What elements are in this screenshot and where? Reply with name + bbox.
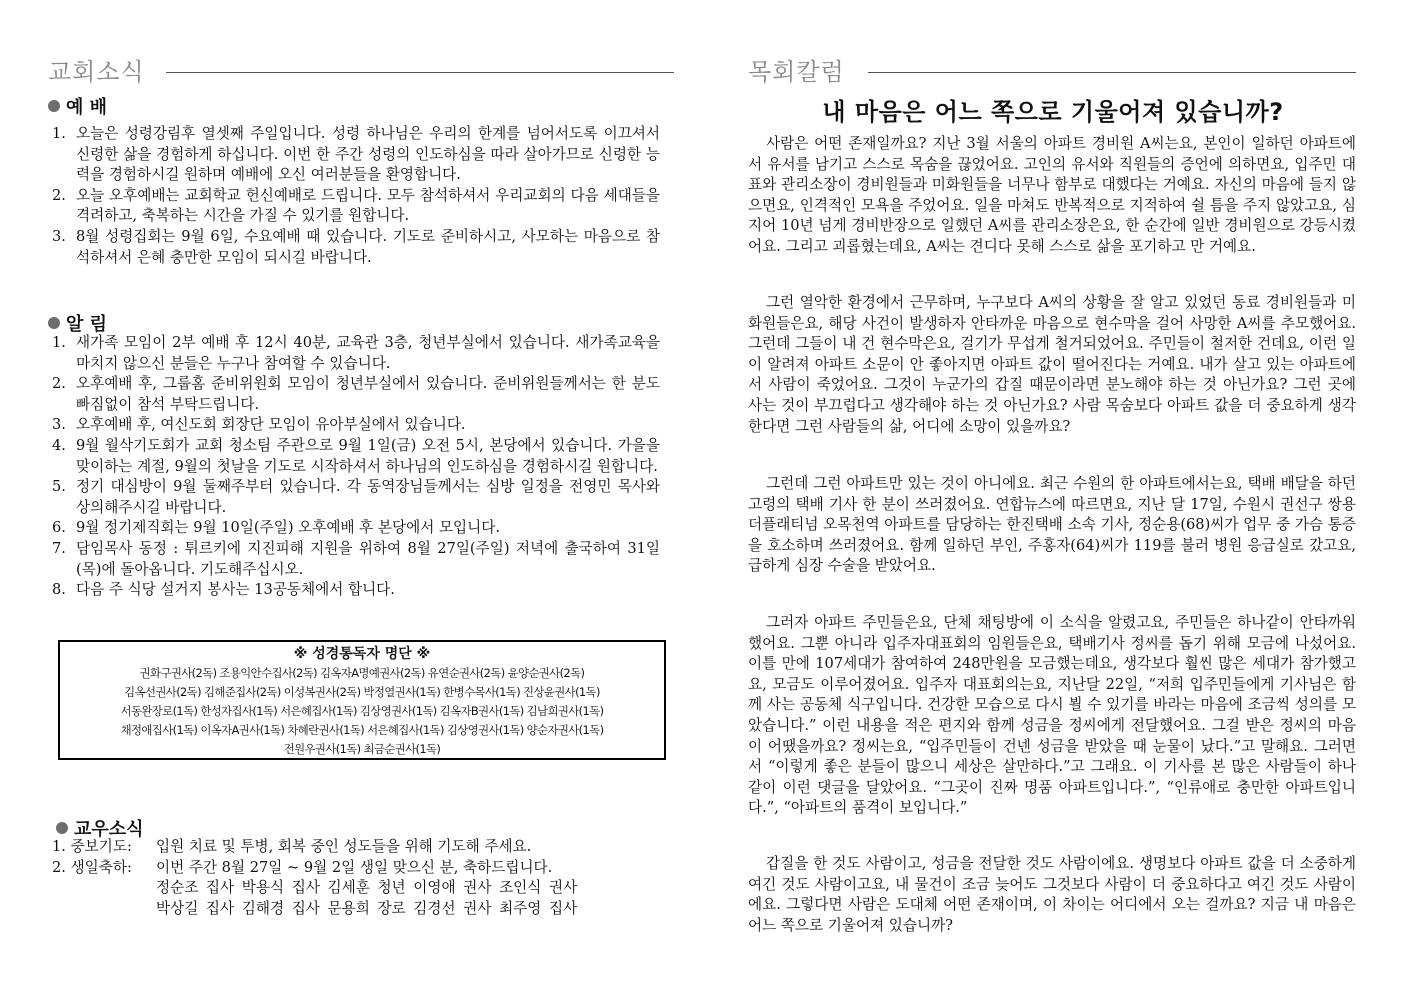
item-text: 오늘 오후예배는 교회학교 헌신예배로 드립니다. 모두 참석하셔서 우리교회의 다음 세대들을 격려하고, 축복하는 시간을 가질 수 있기를 원합니다. — [76, 186, 660, 225]
bible-readers-box — [58, 640, 666, 760]
bible-readers-line: 서동완장로(1독) 한성자집사(1독) 서은혜집사(1독) 김상영권사(1독) 김옥자B권사(1독) 김남희권사(1독) — [120, 704, 604, 718]
bible-readers-title: ※ 성경통독자 명단 ※ — [293, 646, 431, 662]
notices-list — [48, 333, 660, 601]
list-item — [48, 580, 660, 601]
section-divider — [166, 72, 674, 73]
worship-heading — [48, 93, 107, 119]
notices-heading-label: 알 림 — [66, 314, 108, 335]
bible-readers-line: 전원우권사(1독) 최금순권사(1독) — [283, 742, 441, 756]
bullet-icon — [48, 317, 60, 329]
item-number: 1. — [52, 334, 66, 351]
list-item — [48, 124, 660, 186]
news-row — [52, 837, 577, 858]
worship-heading-label: 예 배 — [66, 97, 108, 118]
item-text: 다음 주 식당 설거지 봉사는 13공동체에서 합니다. — [76, 581, 395, 599]
section-header-pastor-column — [748, 52, 1360, 86]
item-number: 3. — [52, 416, 66, 434]
item-text: 새가족 모임이 2부 예배 후 12시 40분, 교육관 3층, 청년부실에서 있습니다. 새가족교육을 마치지 않으신 분들은 누구나 참여할 수 있습니다. — [76, 334, 660, 372]
section-header-church-news — [48, 52, 688, 86]
list-item — [48, 518, 660, 539]
news-text: 이번 주간 8월 27일 ~ 9월 2일 생일 맞으신 분, 축하드립니다. — [156, 858, 553, 876]
item-number: 6. — [52, 519, 66, 537]
list-item — [48, 539, 660, 580]
item-number: 1. — [52, 125, 66, 142]
bullet-icon — [48, 100, 60, 112]
column-paragraph: 사람은 어떤 존재일까요? 지난 3월 서울의 아파트 경비원 A씨는요, 본인이 일하던 아파트에서 유서를 남기고 스스로 목숨을 끊었어요. 고인의 유서와 직원들의 증언에 의하면요, 입주민 대표와 관리소장이 경비원들과 미화원들을 너무나 함부로 대했다는 거예요. 자신의 마음에 들지 않으면요, 인격적인 모욕을 주었어요. 일을 마쳐도 반복적으로 지적하여 쉴 틈을 주지 않았고요, 심지어 10년 넘게 경비반장으로 일했던 A씨를 관리소장은요, 한 순간에 일반 경비원으로 강등시켰어요. 그리고 괴롭혔는데요, A씨는 견디다 못해 스스로 삶을 포기하고 만 거예요. — [748, 135, 1356, 255]
bible-readers-line: 김옥선권사(2독) 김해준집사(2독) 이성복권사(2독) 박정열권사(1독) 한병수목사(1독) 진상윤권사(1독) — [124, 685, 600, 699]
column-paragraph: 그런데 그런 아파트만 있는 것이 아니에요. 최근 수원의 한 아파트에서는요, 택배 배달을 하던 고령의 택배 기사 한 분이 쓰러졌어요. 연합뉴스에 따르면요, 지난 달 17일, 수원시 권선구 쌍용 더플래티넘 오목천역 아파트를 담당하는 한진택배 소속 기사, 정순용(68)씨가 업무 중 가슴 통증을 호소하며 쓰러졌어요. 함께 일하던 부인, 주홍자(64)씨가 119를 불러 병원 응급실로 갔고요, 급하게 심장 수술을 받았어요. — [748, 475, 1356, 575]
bullet-icon — [56, 822, 68, 834]
list-item — [48, 477, 660, 518]
birthday-names: 박상길 집사 김해경 집사 문용희 장로 김경선 권사 최주영 집사 — [156, 899, 578, 917]
section-divider — [868, 72, 1356, 73]
item-text: 8월 성령집회는 9월 6일, 수요예배 때 있습니다. 기도로 준비하시고, 사모하는 마음으로 참석하셔서 은혜 충만한 모임이 되시길 바랍니다. — [76, 227, 660, 266]
news-label: 2. 생일축하: — [52, 858, 132, 876]
bible-readers-line: 권화구권사(2독) 조용익안수집사(2독) 김옥자A명예권사(2독) 유연순권사(2독) 윤양순권사(2독) — [139, 666, 585, 680]
news-row — [52, 858, 577, 879]
birthday-names: 정순조 집사 박용식 집사 김세훈 청년 이영애 권사 조인식 권사 — [156, 879, 578, 897]
member-news-heading-label: 교우소식 — [74, 819, 144, 840]
item-text: 오후예배 후, 여신도회 회장단 모임이 유아부실에서 있습니다. — [76, 416, 466, 434]
item-number: 3. — [52, 227, 66, 245]
item-number: 7. — [52, 539, 66, 557]
section-title: 목회칼럼 — [748, 58, 845, 86]
column-paragraph: 그러자 아파트 주민들은요, 단체 채팅방에 이 소식을 알렸고요, 주민들은 하나같이 안타까워했어요. 그뿐 아니라 입주자대표회의 임원들은요, 택배기사 정씨를 돕기 위해 모금에 나섰어요. 이틀 만에 107세대가 참여하여 248만원을 모금했는데요, 생각보다 훨씬 많은 세대가 참가했고요, 모금도 이루어졌어요. 입주자 대표회의는요, 지난달 22일, “저희 입주민들에게 기사님은 함께 사는 공동체 식구입니다. 건강한 모습으로 다시 뵐 수 있기를 바라는 마음에 조금씩 성의를 모았습니다.” 이런 내용을 적은 편지와 함께 성금을 정씨에게 전달했어요. 그걸 받은 정씨의 마음이 어땠을까요? 정씨는요, “입주민들이 건넨 성금을 받았을 때 눈물이 났다.”고 말해요. 그러면서 “이렇게 좋은 분들이 많으니 세상은 살만하다.”고 그래요. 이 기사를 본 많은 사람들이 하나 같이 이런 댓글을 달았어요. “그곳이 진짜 명품 아파트입니다.”, “인류애로 충만한 아파트입니다.”, “아파트의 품격이 보입니다.” — [748, 614, 1356, 817]
item-text: 오후예배 후, 그룹홈 준비위원회 모임이 청년부실에서 있습니다. 준비위원들께서는 한 분도 빠짐없이 참석 부탁드립니다. — [76, 375, 660, 413]
list-item — [48, 374, 660, 415]
news-text: 입원 치료 및 투병, 회복 중인 성도들을 위해 기도해 주세요. — [156, 838, 532, 855]
item-text: 오늘은 성령강림후 열셋째 주일입니다. 성령 하나님은 우리의 한계를 넘어서도록 이끄셔서 신령한 삶을 경험하게 하십니다. 이번 한 주간 성령의 인도하심을 따라 살아가므로 신령한 능력을 경험하시길 원하며 예배에 오신 여러분들을 환영합니다. — [76, 125, 660, 184]
column-headline: 내 마음은 어느 쪽으로 기울어져 있습니까? — [822, 98, 1284, 126]
item-number: 8. — [52, 581, 66, 599]
column-paragraph: 갑질을 한 것도 사람이고, 성금을 전달한 것도 사람이에요. 생명보다 아파트 값을 더 소중하게 여긴 것도 사람이고요, 내 물건이 조금 늦어도 그것보다 사람이 더 중요하다고 여긴 것도 사람이에요. 그렇다면 사람은 도대체 어떤 존재이며, 이 차이는 어디에서 오는 걸까요? 지금 내 마음은 어느 쪽으로 기울어져 있습니까? — [748, 855, 1356, 934]
bible-readers-line: 채정애집사(1독) 이옥자A권사(1독) 차혜란권사(1독) 서은혜집사(1독) 김상영권사(1독) 양순자권사(1독) — [120, 723, 604, 737]
list-item — [48, 436, 660, 477]
list-item — [48, 227, 660, 268]
column-paragraph: 그런 열악한 환경에서 근무하며, 누구보다 A씨의 상황을 잘 알고 있었던 동료 경비원들과 미화원들은요, 해당 사건이 발생하자 안타까운 마음으로 현수막을 걸어 사망한 A씨를 추모했어요. 그런데 그들이 내 건 현수막은요, 걸기가 무섭게 철거되었어요. 주민들이 철저한 건데요, 이런 일이 알려져 아파트 소문이 안 좋아지면 아파트 값이 떨어진다는 거예요. 내가 살고 있는 아파트에서 사람이 죽었어요. 그것이 누군가의 갑질 때문이라면 분노해야 하는 것 아닌가요? 그런 곳에 사는 것이 부끄럽다고 생각해야 하는 것 아닌가요? 사람 목숨보다 아파트 값을 더 중요하게 생각한다면 그런 사람들의 삶, 어디에 소망이 있을까요? — [748, 294, 1356, 435]
item-number: 2. — [52, 375, 66, 393]
item-text: 9월 월삭기도회가 교회 청소팀 주관으로 9월 1일(금) 오전 5시, 본당에서 있습니다. 가을을 맞이하는 계절, 9월의 첫날을 기도로 시작하셔서 하나님의 인도하심을 경험하시길 원합니다. — [76, 436, 660, 475]
item-text: 담임목사 동정 : 튀르키에 지진피해 지원을 위하여 8월 27일(주일) 저녁에 출국하여 31일(목)에 돌아옵니다. 기도해주십시오. — [76, 539, 660, 578]
list-item — [48, 415, 660, 436]
worship-list — [48, 124, 660, 268]
news-label: 1. 중보기도: — [52, 838, 132, 855]
item-text: 9월 정기제직회는 9월 10일(주일) 오후예배 후 본당에서 모입니다. — [76, 519, 500, 537]
member-news — [52, 837, 577, 919]
list-item — [48, 186, 660, 227]
section-title: 교회소식 — [48, 58, 145, 86]
item-number: 5. — [52, 478, 66, 496]
list-item — [48, 333, 660, 374]
item-number: 4. — [52, 436, 66, 454]
item-number: 2. — [52, 186, 66, 204]
item-text: 정기 대심방이 9월 둘째주부터 있습니다. 각 동역장님들께서는 심방 일정을 전영민 목사와 상의해주시길 바랍니다. — [76, 478, 660, 516]
